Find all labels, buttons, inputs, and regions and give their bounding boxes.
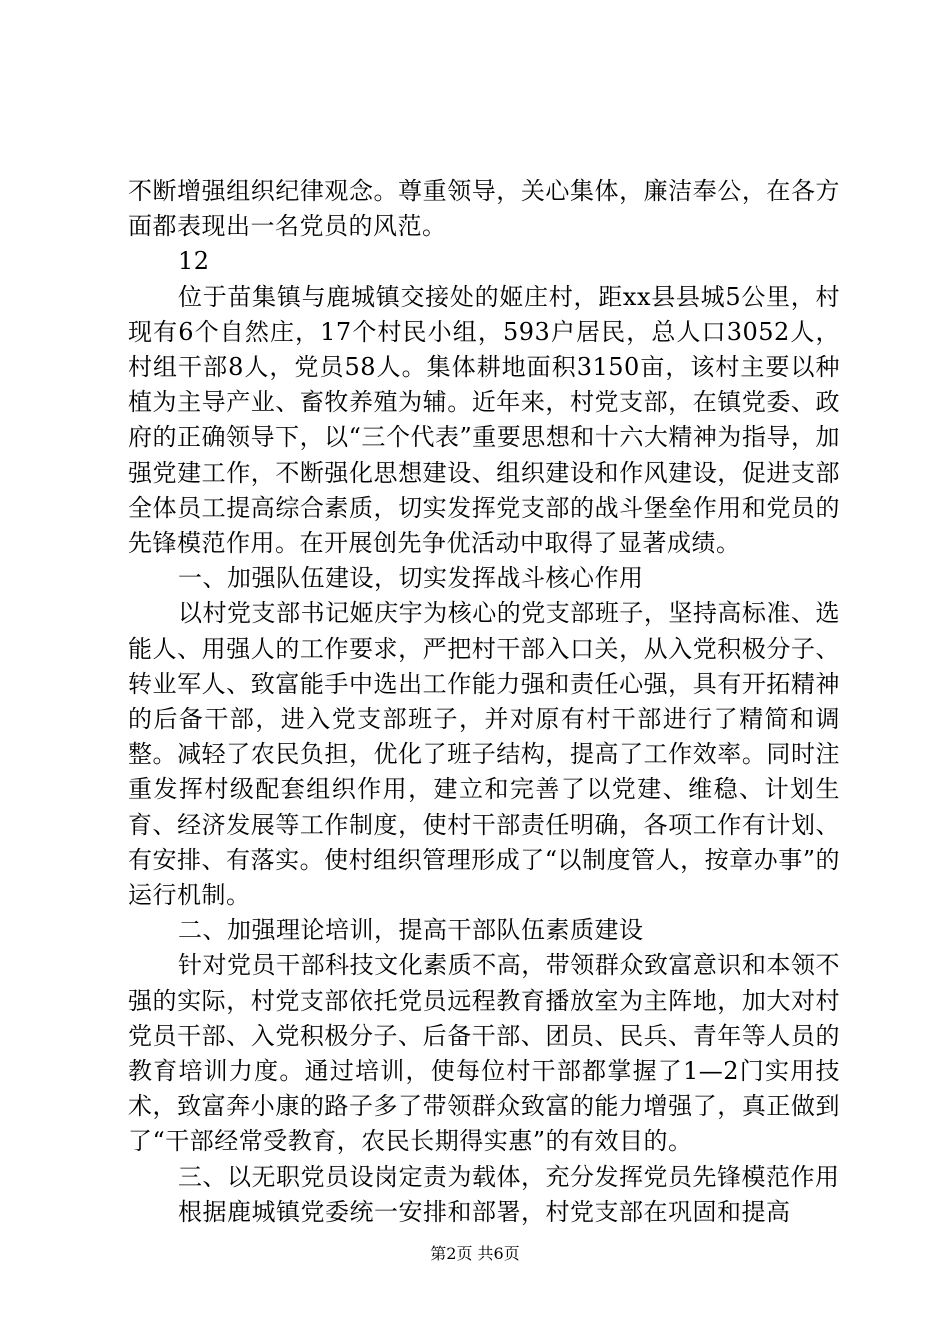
document-body: [128, 174, 840, 1230]
paragraph-section-1: 以村党支部书记姬庆宇为核心的党支部班子，坚持高标准、选能人、用强人的工作要求，严把村干部入口关，从入党积极分子、转业军人、致富能手中选出工作能力强和责任心强，具有开拓精神的后备干部，进入党支部班子，并对原有村干部进行了精简和调整。减轻了农民负担，优化了班子结构，提高了工作效率。同时注重发挥村级配套组织作用，建立和完善了以党建、维稳、计划生育、经济发展等工作制度，使村干部责任明确，各项工作有计划、有安排、有落实。使村组织管理形成了“以制度管人，按章办事”的运行机制。: [128, 599, 840, 910]
section-heading-1: 一、加强队伍建设，切实发挥战斗核心作用: [178, 564, 644, 593]
paragraph-section-3: 根据鹿城镇党委统一安排和部署，村党支部在巩固和提高: [178, 1197, 791, 1226]
section-heading-3: 三、以无职党员设岗定责为载体，充分发挥党员先锋模范作用: [178, 1162, 840, 1191]
paragraph-continuation: 不断增强组织纪律观念。尊重领导，关心集体，廉洁奉公，在各方面都表现出一名党员的风范。: [128, 177, 840, 241]
paragraph-intro: 位于苗集镇与鹿城镇交接处的姬庄村，距xx县县城5公里，村现有6个自然庄，17个村民小组，593户居民，总人口3052人，村组干部8人，党员58人。集体耕地面积3150亩，该村主要以种植为主导产业、畜牧养殖为辅。近年来，村党支部，在镇党委、政府的正确领导下，以“三个代表”重要思想和十六大精神为指导，加强党建工作，不断强化思想建设、组织建设和作风建设，促进支部全体员工提高综合素质，切实发挥党支部的战斗堡垒作用和党员的先锋模范作用。在开展创先争优活动中取得了显著成绩。: [128, 282, 840, 558]
paragraph-section-2: 针对党员干部科技文化素质不高，带领群众致富意识和本领不强的实际，村党支部依托党员远程教育播放室为主阵地，加大对村党员干部、入党积极分子、后备干部、团员、民兵、青年等人员的教育培训力度。通过培训，使每位村干部都掌握了1—2门实用技术，致富奔小康的路子多了带领群众致富的能力增强了，真正做到了“干部经常受教育，农民长期得实惠”的有效目的。: [128, 951, 840, 1156]
paragraph-number: 12: [178, 247, 210, 276]
section-heading-2: 二、加强理论培训，提高干部队伍素质建设: [178, 916, 644, 945]
page-footer: [0, 1244, 950, 1264]
page-number-label: 第2页 共6页: [430, 1244, 520, 1263]
